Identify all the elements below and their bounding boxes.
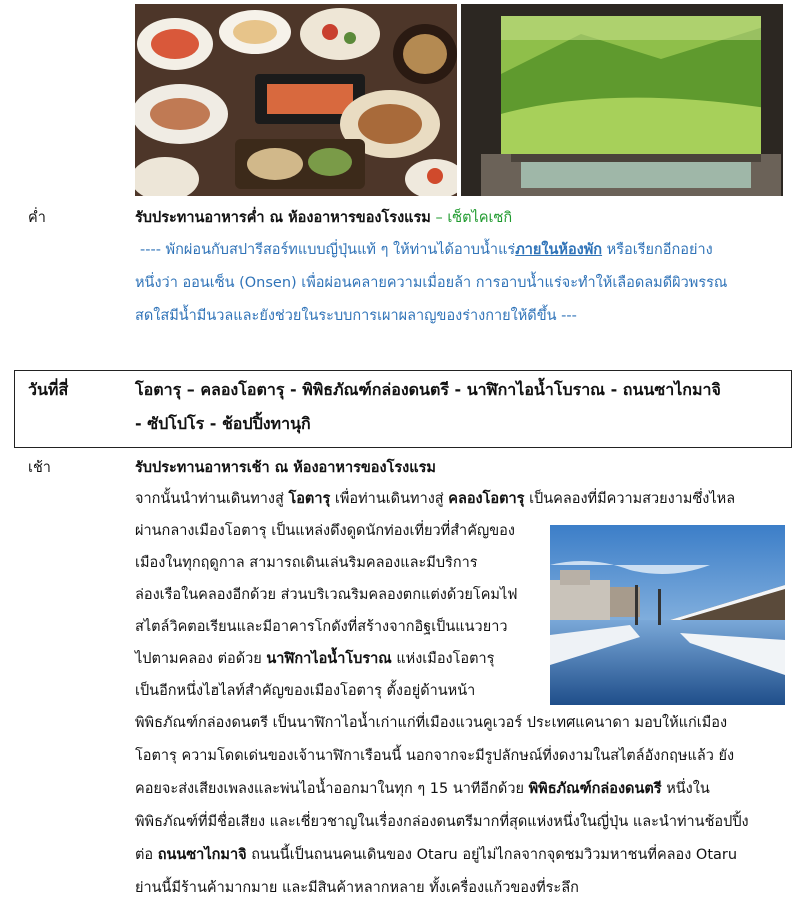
otaru-canal-highlight: คลองโอตารุ bbox=[448, 491, 525, 507]
morning-para-line-11: พิพิธภัณฑ์ที่มีชื่อเสียง และเชี่ยวชาญในเรื่องกล่องดนตรีมากที่สุดแห่งหนึ่งในญี่ปุ่น และนำท่านช้อปปิ้ง bbox=[135, 814, 749, 830]
morning-para-line-13: ย่านนี้มีร้านค้ามากมาย และมีสินค้าหลากหลาย ทั้งเครื่องแก้วของที่ระลึก bbox=[135, 880, 579, 896]
morning-para-line-2: ผ่านกลางเมืองโอตารุ เป็นแหล่งดึงดูดนักท่องเที่ยวที่สำคัญของ bbox=[135, 523, 515, 539]
day-label: วันที่สี่ bbox=[28, 380, 69, 399]
otaru-canal-photo bbox=[550, 525, 785, 705]
music-box-museum-highlight: พิพิธภัณฑ์กล่องดนตรี bbox=[528, 781, 662, 797]
kaiseki-set: เซ็ตไคเซกิ bbox=[447, 210, 513, 226]
morning-para-line-9: โอตารุ ความโดดเด่นของเจ้านาฬิกาเรือนนี้ นอกจากจะมีรูปลักษณ์ที่งดงามในสไตล์อังกฤษแล้ว ยัง bbox=[135, 748, 735, 764]
morning-para-line-4: ล่องเรือในคลองอีกด้วย ส่วนบริเวณริมคลองตกแต่งด้วยโคมไฟ bbox=[135, 587, 518, 603]
dinner-dash: – bbox=[435, 210, 443, 226]
morning-para-line-12: ต่อ ถนนซาไกมาจิ ถนนนี้เป็นถนนคนเดินของ Otaru อยู่ไม่ไกลจากจุดชมวิวมหาชนที่คลอง Otaru bbox=[135, 847, 738, 863]
day-title-line-1: โอตารุ – คลองโอตารุ - พิพิธภัณฑ์กล่องดนตรี - นาฬิกาไอน้ำโบราณ - ถนนซาไกมาจิ bbox=[135, 380, 721, 399]
onsen-line-3: สดใสมีน้ำมีนวลและยังช่วยในระบบการเผาผลาญของร่างกายให้ดีขึ้น --- bbox=[135, 308, 577, 324]
morning-para-line-7: เป็นอีกหนึ่งไฮไลท์สำคัญของเมืองโอตารุ ตั้งอยู่ด้านหน้า bbox=[135, 683, 476, 699]
morning-title: รับประทานอาหารเช้า ณ ห้องอาหารของโรงแรม bbox=[135, 460, 436, 476]
dinner-title: รับประทานอาหารค่ำ ณ ห้องอาหารของโรงแรม bbox=[135, 210, 431, 226]
onsen-bath-photo bbox=[461, 4, 783, 196]
sakaimachi-highlight: ถนนซาไกมาจิ bbox=[157, 847, 247, 863]
morning-para-line-6: ไปตามคลอง ต่อด้วย นาฬิกาไอน้ำโบราณ แห่งเมืองโอตารุ bbox=[135, 651, 495, 667]
in-room-highlight: ภายในห้องพัก bbox=[515, 242, 603, 258]
onsen-line-2: หนึ่งว่า ออนเซ็น (Onsen) เพื่อผ่อนคลายความเมื่อยล้า การอาบน้ำแร่จะทำให้เลือดลมดีผิวพรรณ bbox=[135, 275, 728, 291]
steam-clock-highlight: นาฬิกาไอน้ำโบราณ bbox=[266, 651, 392, 667]
otaru-highlight: โอตารุ bbox=[288, 491, 331, 507]
morning-para-line-8: พิพิธภัณฑ์กล่องดนตรี เป็นนาฬิกาไอน้ำเก่าแก่ที่เมืองแวนคูเวอร์ ประเทศแคนาดา มอบให้แก่เมือง bbox=[135, 715, 728, 731]
dinner-title-line bbox=[135, 203, 512, 233]
kaiseki-food-photo bbox=[135, 4, 457, 196]
morning-para-line-5: สไตล์วิคตอเรียนและมีอาคารโกดังที่สร้างจากอิฐเป็นแนวยาว bbox=[135, 619, 508, 635]
day-title-line-2: - ซัปโปโร - ช้อปปิ้งทานุกิ bbox=[135, 414, 311, 433]
morning-para-line-3: เมืองในทุกฤดูกาล สามารถเดินเล่นริมคลองและมีบริการ bbox=[135, 555, 478, 571]
dinner-label: ค่ำ bbox=[28, 210, 46, 226]
morning-label: เช้า bbox=[28, 460, 51, 476]
onsen-line-1: ---- พักผ่อนกับสปารีสอร์ทแบบญี่ปุ่นแท้ ๆ ให้ท่านได้อาบน้ำแร่ภายในห้องพัก หรือเรียกอีกอย่าง bbox=[140, 242, 713, 258]
morning-para-line-1: จากนั้นนำท่านเดินทางสู่ โอตารุ เพื่อท่านเดินทางสู่ คลองโอตารุ เป็นคลองที่มีความสวยงามซึ่งไหล bbox=[135, 491, 736, 507]
morning-para-line-10: คอยจะส่งเสียงเพลงและพ่นไอน้ำออกมาในทุก ๆ 15 นาทีอีกด้วย พิพิธภัณฑ์กล่องดนตรี หนึ่งใน bbox=[135, 781, 710, 797]
